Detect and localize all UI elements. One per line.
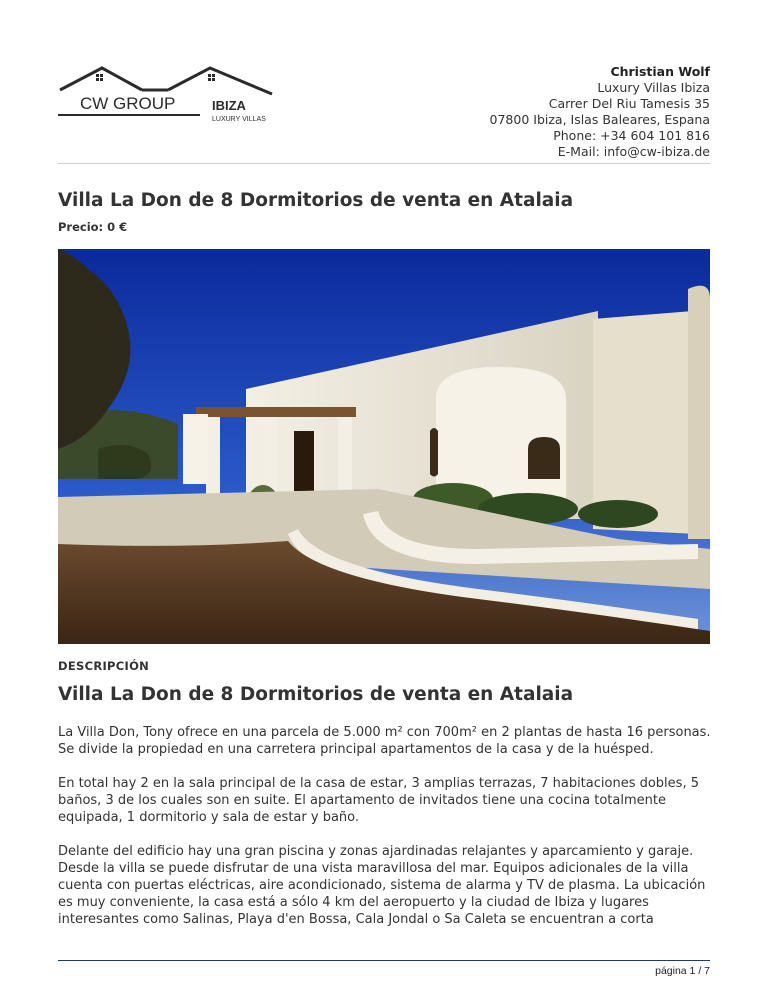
- contact-name: Christian Wolf: [610, 64, 710, 79]
- contact-block: [490, 64, 710, 160]
- description-paragraph: La Villa Don, Tony ofrece en una parcela de 5.000 m² con 700m² en 2 plantas de hasta 16 personas. Se divide la propiedad en una carretera principal apartamentos de la casa y de la huésped.: [58, 725, 711, 757]
- contact-email[interactable]: E-Mail: info@cw-ibiza.de: [557, 144, 710, 159]
- listing-title: Villa La Don de 8 Dormitorios de venta en Atalaia: [58, 190, 574, 211]
- contact-phone[interactable]: Phone: +34 604 101 816: [553, 128, 710, 143]
- villa-photo: [58, 249, 710, 644]
- listing-price: Precio: 0 €: [58, 220, 128, 234]
- footer-divider: [58, 960, 710, 961]
- description-label: DESCRIPCIÓN: [58, 659, 150, 673]
- logo-city-text: IBIZA: [212, 98, 246, 113]
- contact-company: Luxury Villas Ibiza: [597, 80, 710, 95]
- page-number: página 1 / 7: [655, 965, 710, 977]
- description-paragraph: En total hay 2 en la sala principal de la casa de estar, 3 amplias terrazas, 7 habitaciones dobles, 5 baños, 3 de los cuales son en suite. El apartamento de invitados tiene una cocina totalmente equipada, 1 dormitorio y sala de estar y baño.: [58, 776, 699, 825]
- contact-street: Carrer Del Riu Tamesis 35: [548, 96, 710, 111]
- cw-group-logo: [58, 62, 288, 124]
- header-divider: [58, 163, 710, 164]
- contact-city: 07800 Ibiza, Islas Baleares, Espana: [489, 112, 710, 127]
- logo-sub-text: LUXURY VILLAS: [212, 116, 266, 123]
- description-body: [58, 724, 713, 945]
- logo-main-text: CW GROUP: [80, 94, 176, 113]
- description-title: Villa La Don de 8 Dormitorios de venta en Atalaia: [58, 684, 574, 705]
- description-paragraph: Delante del edificio hay una gran piscina y zonas ajardinadas relajantes y aparcamiento y garaje. Desde la villa se puede disfrutar de una vista maravillosa del mar. Equipos adicionales de la villa cuenta con puertas eléctricas, aire acondicionado, sistema de alarma y TV de plasma. La ubicación es muy conveniente, la casa está a sólo 4 km del aeropuerto y la ciudad de Ibiza y lugares interesantes como Salinas, Playa d'en Bossa, Cala Jondal o Sa Caleta se encuentran a corta: [58, 844, 706, 927]
